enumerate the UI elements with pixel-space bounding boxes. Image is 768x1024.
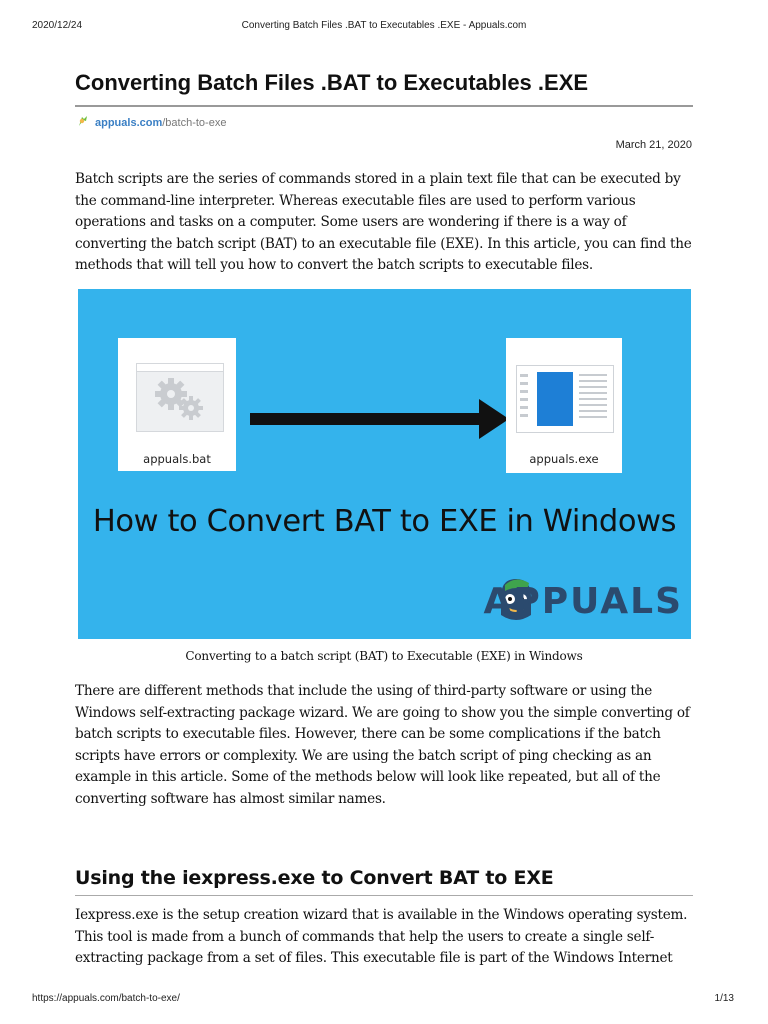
- arrow-head: [479, 399, 509, 439]
- exe-document-icon: [537, 372, 573, 426]
- methods-paragraph: There are different methods that include the using of third-party software or using the Windows self-extracting package wizard. We are going to show you the simple converting of batch scripts to executable files. However, there can be some complications if the batch scripts have errors or complexity. We are using the batch script of ping checking as an example in this article. Some of the methods below will look like repeated, but all of the converting software has almost similar names.: [75, 683, 690, 807]
- source-link[interactable]: [76, 114, 226, 131]
- favicon-icon: [76, 114, 90, 131]
- image-caption: Converting to a batch script (BAT) to Executable (EXE) in Windows: [185, 649, 583, 663]
- hero-image: [78, 289, 691, 639]
- publish-date: March 21, 2020: [615, 139, 692, 151]
- section-divider: [75, 895, 693, 896]
- article-title: Converting Batch Files .BAT to Executables .EXE: [75, 70, 589, 95]
- intro-paragraph: Batch scripts are the series of commands stored in a plain text file that can be executed by the command-line interpreter. Whereas executable files are used to perform various operations and tasks on a computer. Some users are wondering if there is a way of converting the batch script (BAT) to an executable file (EXE). In this article, you can find the methods that will tell you how to convert the batch scripts to executable files.: [75, 171, 692, 273]
- arrow-icon: [250, 413, 485, 425]
- iexpress-paragraph: Iexpress.exe is the setup creation wizard that is available in the Windows operating system. This tool is made from a bunch of commands that help the users to create a single self-extracting package from a set of files. This executable file is part of the Windows Internet: [75, 907, 688, 966]
- section-heading: Using the iexpress.exe to Convert BAT to EXE: [75, 867, 554, 889]
- footer-url[interactable]: https://appuals.com/batch-to-exe/: [32, 993, 180, 1004]
- source-path[interactable]: /batch-to-exe: [162, 116, 227, 129]
- source-domain[interactable]: appuals.com: [95, 116, 163, 129]
- print-doc-title: Converting Batch Files .BAT to Executables .EXE - Appuals.com: [241, 20, 527, 31]
- gears-icon: [151, 374, 207, 429]
- hero-headline: How to Convert BAT to EXE in Windows: [92, 504, 677, 539]
- page-number: 1/13: [714, 993, 734, 1004]
- title-divider: [75, 105, 693, 107]
- exe-file-card: [506, 338, 622, 473]
- exe-file-label: appuals.exe: [529, 452, 599, 466]
- bat-file-label: appuals.bat: [143, 452, 211, 466]
- exe-window: [516, 365, 614, 433]
- print-date: 2020/12/24: [32, 20, 83, 31]
- bat-window: [136, 363, 224, 432]
- bat-file-card: [118, 338, 236, 471]
- appuals-brand: APPUALS: [483, 581, 683, 622]
